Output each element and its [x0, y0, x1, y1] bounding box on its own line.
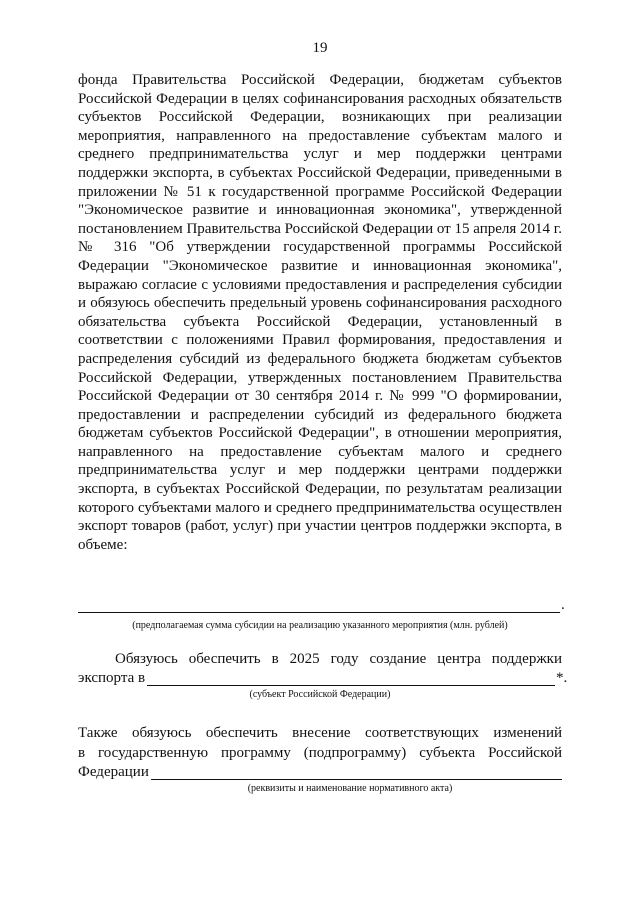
program-line-3-prefix: Федерации: [78, 764, 149, 780]
commitment-line-1: Обязуюсь обеспечить в 2025 году создание центра поддержки: [115, 651, 562, 667]
act-fill-line[interactable]: [151, 779, 562, 780]
amount-line-end: .: [561, 597, 565, 613]
commitment-line-2-prefix: экспорта в: [78, 670, 146, 686]
commitment-line-2-suffix: *.: [556, 670, 568, 686]
act-caption: (реквизиты и наименование нормативного акта): [247, 783, 453, 794]
amount-fill-line[interactable]: [78, 612, 560, 613]
page-number: 19: [312, 40, 328, 56]
amount-caption: (предполагаемая сумма субсидии на реализацию указанного мероприятия (млн. рублей): [132, 620, 508, 631]
subject-caption: (субъект Российской Федерации): [249, 689, 391, 700]
main-paragraph: фонда Правительства Российской Федерации, бюджетам субъектов Российской Федерации в целях софинансирования расходных обязательств субъектов Российской Федерации, возникающих при реализации мероприятия, направленного на предоставление субъектам малого и среднего предпринимательства услуг и мер поддержки центрами поддержки экспорта, в субъектах Российской Федерации, приведенными в приложении № 51 к государственной программе Российской Федерации "Экономическое развитие и инновационная экономика", утвержденной постановлением Правительства Российской Федерации от 15 апреля 2014 г. № 316 "Об утверждении государственной программы Российской Федерации "Экономическое развитие и инновационная экономика", выражаю согласие с условиями предоставления и распределения субсидии и обязуюсь обеспечить предельный уровень софинансирования расходного обязательства субъекта Российской Федерации, установленный в соответствии с положениями Правил формирования, предоставления и распределения субсидий из федерального бюджета бюджетам субъектов Российской Федерации, утвержденных постановлением Правительства Российской Федерации от 30 сентября 2014 г. № 999 "О формировании, предоставлении и распределении субсидий из федерального бюджета бюджетам субъектов Российской Федерации", в отношении мероприятия, направленного на предоставление субъектам малого и среднего предпринимательства услуг и мер поддержки центрами поддержки экспорта, в субъектах Российской Федерации, по результатам реализации которого субъектами малого и среднего предпринимательства осуществлен экспорт товаров (работ, услуг) при участии центров поддержки экспорта, в объеме:: [78, 72, 562, 553]
program-line-1: Также обязуюсь обеспечить внесение соответствующих изменений: [78, 725, 562, 741]
subject-fill-line[interactable]: [147, 685, 555, 686]
program-line-2: в государственную программу (подпрограмму) субъекта Российской: [78, 745, 562, 761]
